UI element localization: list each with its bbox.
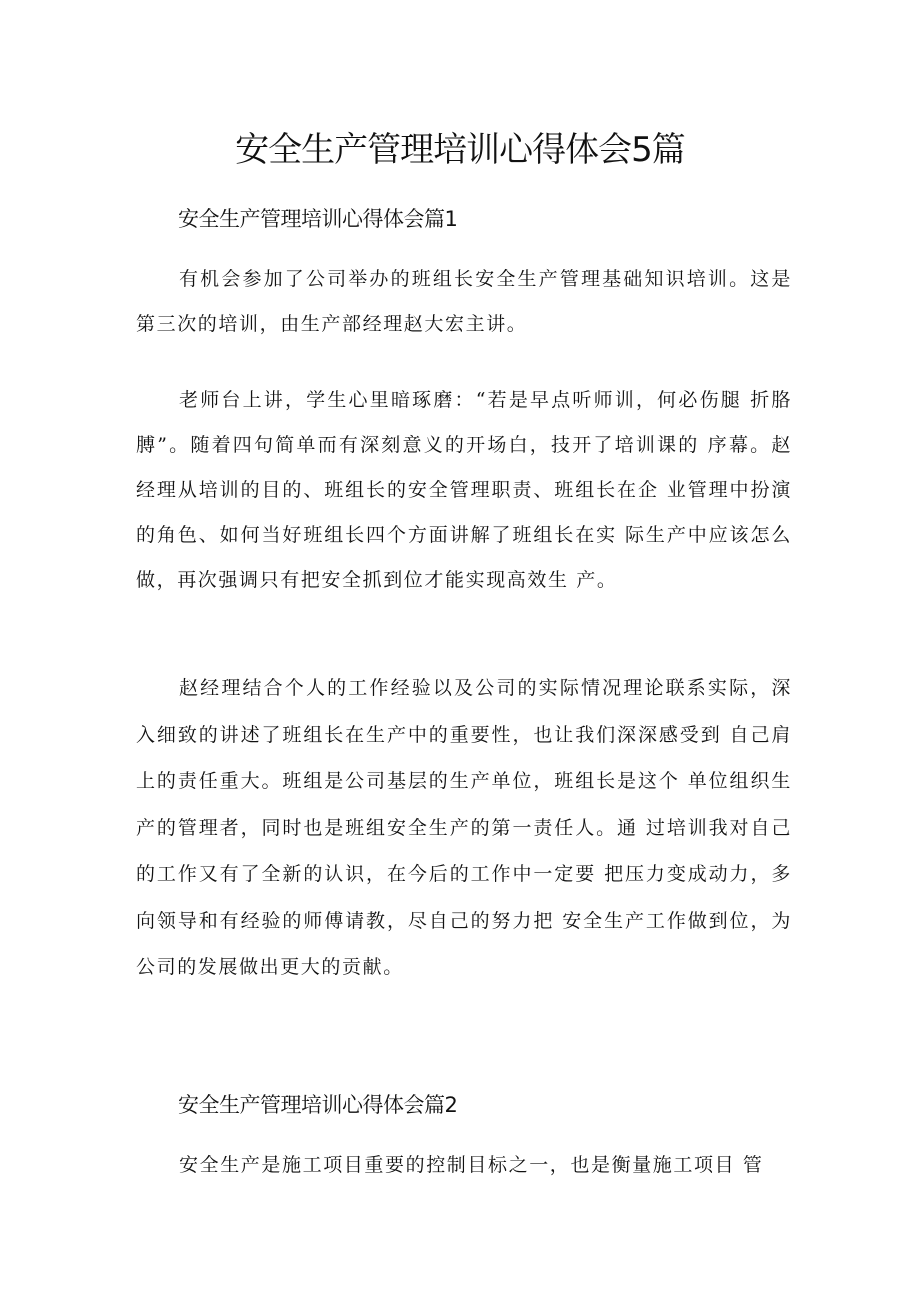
section-1-paragraph-1: 有机会参加了公司举办的班组长安全生产管理基础知识培训。这是第三次的培训，由生产部经理赵大宏主讲。 [136, 268, 792, 335]
section-1-paragraph-2: 老师台上讲，学生心里暗琢磨：“若是早点听师训，何必伤腿 折胳膊”。随着四句简单而有深刻意义的开场白，技开了培训课的 序幕。赵经理从培训的目的、班组长的安全管理职责、班组长在企 业管理中扮演的角色、如何当好班组长四个方面讲解了班组长在实 际生产中应该怎么做，再次强调只有把安全抓到位才能实现高效生 产。 [136, 389, 792, 591]
section-1-paragraph-3: 赵经理结合个人的工作经验以及公司的实际情况理论联系实际，深入细致的讲述了班组长在生产中的重要性，也让我们深深感受到 自己肩上的责任重大。班组是公司基层的生产单位，班组长是这个 单位组织生产的管理者，同时也是班组安全生产的第一责任人。通 过培训我对自己的工作又有了全新的认识，在今后的工作中一定要 把压力变成动力，多向领导和有经验的师傅请教，尽自己的努力把 安全生产工作做到位，为公司的发展做出更大的贡献。 [136, 677, 792, 978]
document-title: 安全生产管理培训心得体会5篇 [235, 130, 685, 170]
section-2-paragraph-1: 安全生产是施工项目重要的控制目标之一，也是衡量施工项目 管 [179, 1154, 764, 1176]
section-heading-1: 安全生产管理培训心得体会篇1 [178, 207, 458, 231]
section-heading-2: 安全生产管理培训心得体会篇2 [178, 1093, 458, 1117]
